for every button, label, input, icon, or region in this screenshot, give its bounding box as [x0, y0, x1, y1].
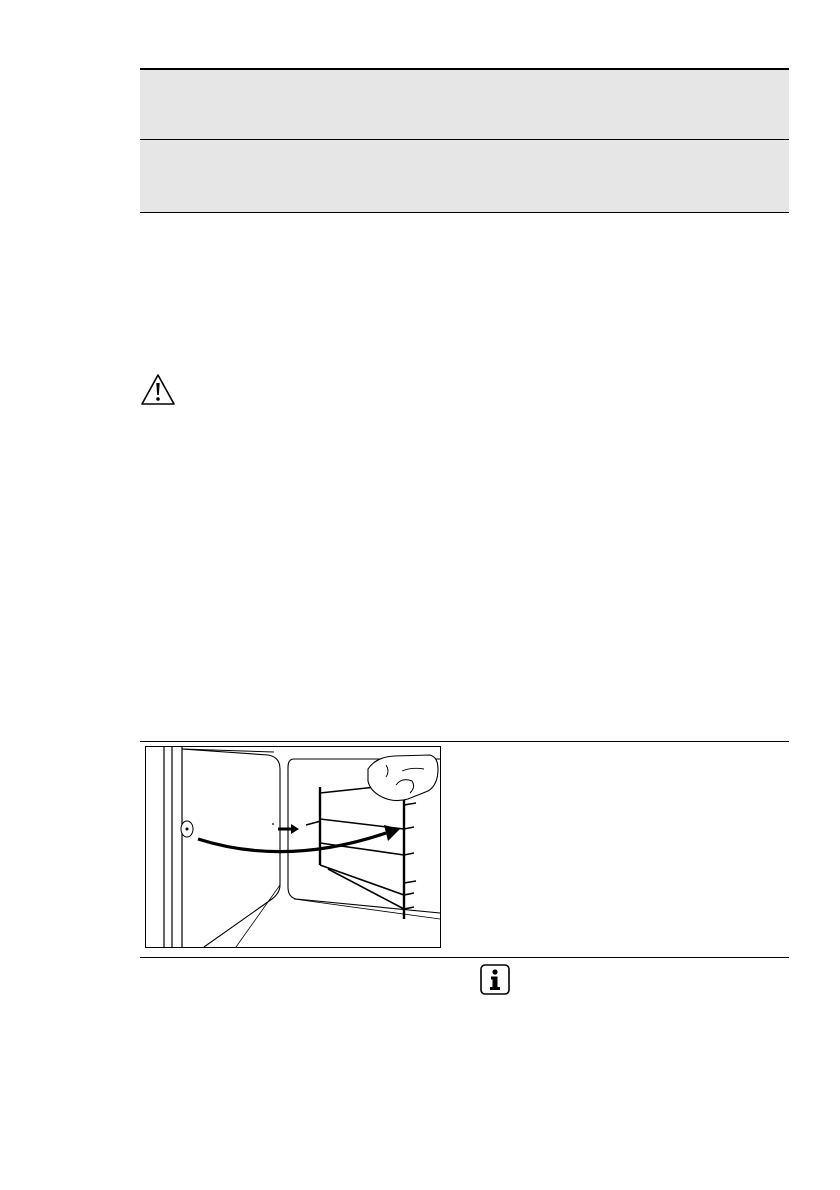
shelf-support-illustration: [145, 746, 441, 948]
table-row: [140, 140, 789, 213]
cleaning-table: [140, 68, 789, 213]
info-icon: [480, 964, 510, 995]
section-rule: [140, 741, 789, 742]
warning-triangle-icon: [140, 373, 176, 406]
section-rule: [140, 957, 789, 958]
table-row: [140, 70, 789, 140]
